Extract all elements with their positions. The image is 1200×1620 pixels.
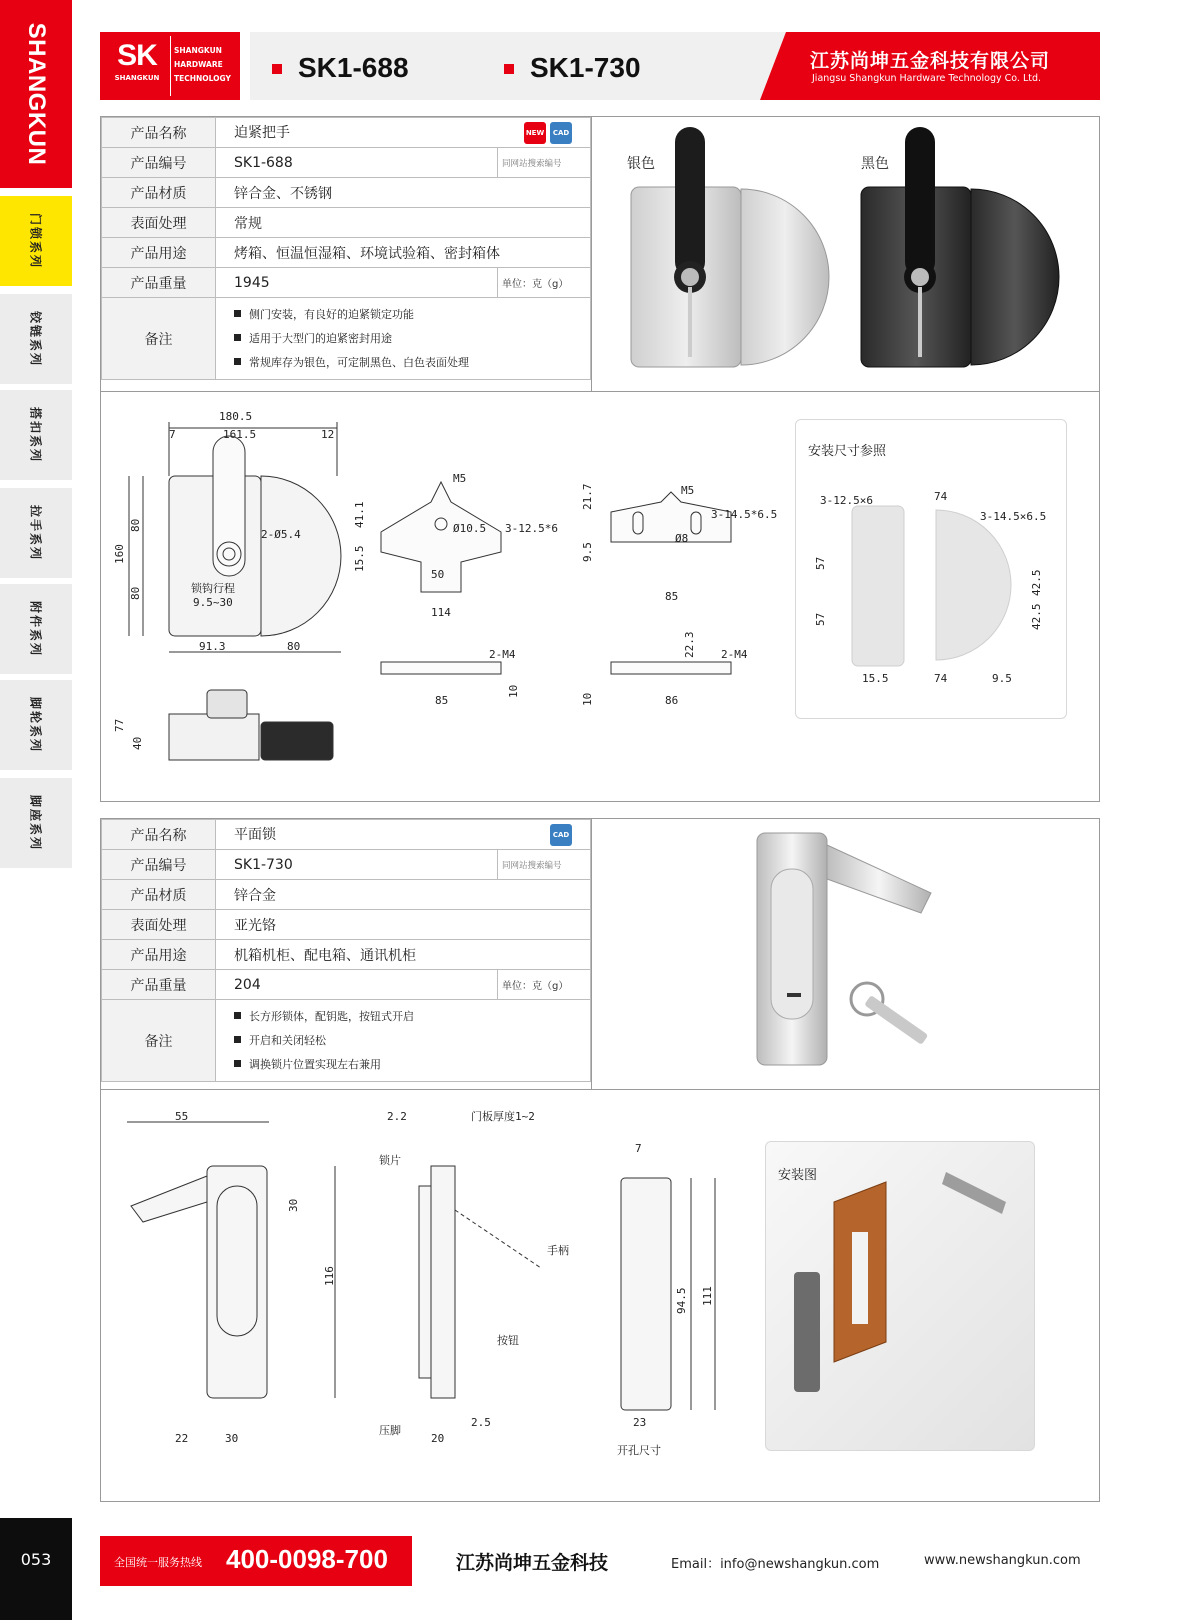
dim-label: 12 xyxy=(321,428,335,441)
notes-cell xyxy=(216,298,591,380)
dim-label: 2.2 xyxy=(387,1110,407,1123)
dim-label: 手柄 xyxy=(547,1244,569,1257)
company-name-cn: 江苏尚坤五金科技有限公司 xyxy=(810,50,1051,72)
spec-label: 表面处理 xyxy=(102,910,216,940)
dim-label: 74 xyxy=(934,672,948,685)
dim-label: 77 xyxy=(113,718,126,732)
spec-value: SK1-688 xyxy=(216,148,498,178)
sidebar-item-label: 铰链系列 xyxy=(28,310,43,368)
notes-list xyxy=(234,1005,572,1077)
dim-label: 42.5 xyxy=(1030,569,1043,596)
dim-label: 9.5 xyxy=(992,672,1012,685)
dim-label: M5 xyxy=(681,484,695,497)
spec-unit: 单位：克（g） xyxy=(498,970,591,1000)
logo-mark-sub: SHANGKUN xyxy=(114,74,160,82)
spec-row xyxy=(102,268,591,298)
dim-label: 开孔尺寸 xyxy=(617,1444,661,1457)
spec-label: 产品材质 xyxy=(102,880,216,910)
sidebar-item-foot[interactable] xyxy=(0,778,72,868)
sidebar xyxy=(0,0,72,1620)
product-section-sk1-730 xyxy=(100,818,1100,1502)
spec-hint: 同网站搜索编号 xyxy=(498,148,591,178)
list-item: 长方形锁体，配钥匙，按钮式开启 xyxy=(234,1005,572,1029)
dim-label: 3-12.5×6 xyxy=(820,494,873,507)
install-diagram-panel xyxy=(765,1141,1035,1451)
spec-hint: 同网站搜索编号 xyxy=(498,850,591,880)
dim-label: 114 xyxy=(431,606,451,619)
dim-label: 50 xyxy=(431,568,445,581)
dim-label: 116 xyxy=(323,1266,336,1286)
sidebar-brand xyxy=(0,0,72,188)
dim-label: 30 xyxy=(225,1432,239,1445)
spec-value: 平面锁 xyxy=(234,826,276,843)
spec-row xyxy=(102,880,591,910)
dim-label: 94.5 xyxy=(675,1287,688,1314)
spec-label: 表面处理 xyxy=(102,208,216,238)
dim-label: 80 xyxy=(129,586,142,600)
dim-label: 2-M4 xyxy=(489,648,516,661)
spec-row xyxy=(102,850,591,880)
model-title-1: SK1-688 xyxy=(298,52,409,83)
dim-label: 锁钩行程 xyxy=(191,582,235,595)
spec-row xyxy=(102,148,591,178)
model-bullet xyxy=(272,64,282,74)
dim-label: 20 xyxy=(431,1432,445,1445)
spec-label: 产品用途 xyxy=(102,940,216,970)
footer-website[interactable]: www.newshangkun.com xyxy=(924,1553,1081,1568)
logo-company xyxy=(174,44,238,86)
spec-value: 迫紧把手 xyxy=(234,124,290,141)
dim-label: 7 xyxy=(635,1142,642,1155)
spec-table xyxy=(101,819,591,1082)
dim-label: 3-14.5*6.5 xyxy=(711,508,778,521)
install-reference-panel xyxy=(795,419,1067,719)
product-photo-sk1-688 xyxy=(601,117,1099,391)
dim-label: 180.5 xyxy=(219,410,253,423)
spec-label: 备注 xyxy=(102,1000,216,1082)
list-item: 常规库存为银色，可定制黑色、白色表面处理 xyxy=(234,351,572,375)
dim-label: 7 xyxy=(169,428,176,441)
logo-mark: SK xyxy=(117,39,157,72)
spec-row xyxy=(102,910,591,940)
spec-value: 锌合金、不锈钢 xyxy=(216,178,591,208)
sidebar-item-accessory[interactable] xyxy=(0,584,72,674)
dim-label: 23 xyxy=(633,1416,647,1429)
dim-label: 2-M4 xyxy=(721,648,748,661)
cad-badge-icon[interactable]: CAD xyxy=(550,122,572,144)
spec-value: 204 xyxy=(216,970,498,1000)
spec-label: 产品重量 xyxy=(102,970,216,1000)
notes-cell xyxy=(216,1000,591,1082)
dim-label: 10 xyxy=(507,684,520,698)
sidebar-item-caster[interactable] xyxy=(0,680,72,770)
spec-row xyxy=(102,208,591,238)
dim-label: 按钮 xyxy=(497,1334,519,1347)
sidebar-item-label: 附件系列 xyxy=(28,600,43,658)
dim-label: 80 xyxy=(287,640,301,653)
model-title-2: SK1-730 xyxy=(530,52,641,83)
spec-row xyxy=(102,1000,591,1082)
dim-label: 42.5 xyxy=(1030,603,1043,630)
company-name-en: Jiangsu Shangkun Hardware Technology Co. Ltd. xyxy=(812,73,1042,84)
dim-label: 41.1 xyxy=(353,501,366,528)
sidebar-item-label: 脚座系列 xyxy=(28,794,43,852)
dim-label: 22.3 xyxy=(683,631,696,658)
dim-label: 85 xyxy=(435,694,449,707)
dim-label: 2.5 xyxy=(471,1416,491,1429)
spec-value-cell xyxy=(216,118,591,148)
sidebar-item-label: 搭扣系列 xyxy=(28,406,43,464)
spec-table xyxy=(101,117,591,380)
spec-row xyxy=(102,118,591,148)
spec-value: 烤箱、恒温恒湿箱、环境试验箱、密封箱体 xyxy=(216,238,591,268)
dim-label: 21.7 xyxy=(581,483,594,510)
dim-label: 锁片 xyxy=(379,1154,401,1167)
hotline-label: 全国统一服务热线 xyxy=(114,1556,202,1569)
sidebar-item-label: 拉手系列 xyxy=(28,504,43,562)
photo-label-silver: 银色 xyxy=(627,156,655,172)
dim-label: 30 xyxy=(287,1198,300,1212)
dim-label: 9.5 xyxy=(581,542,594,562)
sidebar-item-door-lock[interactable] xyxy=(0,196,72,286)
install-reference-diagram xyxy=(796,420,1068,720)
dim-label: 15.5 xyxy=(862,672,889,685)
spec-value: 机箱机柜、配电箱、通讯机柜 xyxy=(216,940,591,970)
dim-label: M5 xyxy=(453,472,467,485)
spec-label: 产品名称 xyxy=(102,118,216,148)
photo-label-black: 黑色 xyxy=(861,156,889,172)
dim-label: 门板厚度1~2 xyxy=(471,1110,535,1123)
spec-value: 亚光铬 xyxy=(216,910,591,940)
dim-label: Ø10.5 xyxy=(453,522,487,535)
list-item: 调换锁片位置实现左右兼用 xyxy=(234,1053,572,1077)
spec-row xyxy=(102,940,591,970)
spec-label: 产品材质 xyxy=(102,178,216,208)
cad-badge-icon[interactable]: CAD xyxy=(550,824,572,846)
dim-label: 160 xyxy=(113,544,126,564)
install-diagram-title: 安装图 xyxy=(778,1168,818,1183)
list-item: 侧门安装，有良好的迫紧锁定功能 xyxy=(234,303,572,327)
dim-label: 压脚 xyxy=(379,1424,401,1437)
product-photo-sk1-730 xyxy=(601,819,1099,1089)
sidebar-brand-text: SHANGKUN xyxy=(23,22,50,166)
sidebar-item-handle[interactable] xyxy=(0,488,72,578)
notes-list xyxy=(234,303,572,375)
spec-row xyxy=(102,298,591,380)
dim-label: 22 xyxy=(175,1432,189,1445)
list-item: 开启和关闭轻松 xyxy=(234,1029,572,1053)
dim-label: Ø8 xyxy=(675,532,689,545)
spec-row xyxy=(102,970,591,1000)
dim-label: 111 xyxy=(701,1286,714,1306)
spec-label: 产品名称 xyxy=(102,820,216,850)
dim-label: 55 xyxy=(175,1110,189,1123)
hotline-banner xyxy=(100,1536,412,1586)
footer-company: 江苏尚坤五金科技 xyxy=(456,1552,609,1574)
spec-label: 产品用途 xyxy=(102,238,216,268)
dim-label: 74 xyxy=(934,490,948,503)
list-item: 适用于大型门的迫紧密封用途 xyxy=(234,327,572,351)
dim-label: 10 xyxy=(581,692,594,706)
spec-value: 常规 xyxy=(216,208,591,238)
install-reference-title: 安装尺寸参照 xyxy=(808,444,887,459)
brand-logo xyxy=(100,32,240,100)
logo-divider xyxy=(170,36,171,96)
spec-value: 1945 xyxy=(216,268,498,298)
dim-label: 3-12.5*6 xyxy=(505,522,558,535)
dim-label: 80 xyxy=(129,518,142,532)
dim-label: 15.5 xyxy=(353,545,366,572)
divider xyxy=(591,819,592,1089)
spec-row xyxy=(102,178,591,208)
spec-label: 产品编号 xyxy=(102,850,216,880)
spec-value-cell xyxy=(216,820,591,850)
spec-row xyxy=(102,238,591,268)
spec-label: 备注 xyxy=(102,298,216,380)
footer-email[interactable]: Email：info@newshangkun.com xyxy=(671,1557,880,1572)
dim-label: 9.5~30 xyxy=(193,596,233,609)
divider xyxy=(591,117,592,391)
dim-label: 86 xyxy=(665,694,679,707)
page-number: 053 xyxy=(0,1518,72,1620)
sidebar-item-latch[interactable] xyxy=(0,390,72,480)
dim-label: 2-Ø5.4 xyxy=(261,528,301,541)
dim-label: 161.5 xyxy=(223,428,257,441)
dim-label: 3-14.5×6.5 xyxy=(980,510,1047,523)
spec-value: 锌合金 xyxy=(216,880,591,910)
logo-company-line: SHANGKUN xyxy=(174,46,222,55)
spec-unit: 单位：克（g） xyxy=(498,268,591,298)
sidebar-item-label: 门锁系列 xyxy=(28,212,43,270)
dim-label: 91.3 xyxy=(199,640,226,653)
hotline-number[interactable]: 400-0098-700 xyxy=(226,1544,388,1574)
sidebar-item-hinge[interactable] xyxy=(0,294,72,384)
spec-value: SK1-730 xyxy=(216,850,498,880)
dim-label: 57 xyxy=(814,612,827,626)
spec-row xyxy=(102,820,591,850)
dim-label: 40 xyxy=(131,736,144,750)
install-diagram xyxy=(766,1142,1036,1452)
logo-company-line: TECHNOLOGY xyxy=(174,74,231,83)
dim-label: 57 xyxy=(814,556,827,570)
product-section-sk1-688 xyxy=(100,116,1100,802)
spec-label: 产品重量 xyxy=(102,268,216,298)
sidebar-item-label: 脚轮系列 xyxy=(28,696,43,754)
spec-label: 产品编号 xyxy=(102,148,216,178)
model-bullet xyxy=(504,64,514,74)
new-badge-icon: NEW xyxy=(524,122,546,144)
dim-label: 85 xyxy=(665,590,679,603)
logo-company-line: HARDWARE xyxy=(174,60,223,69)
